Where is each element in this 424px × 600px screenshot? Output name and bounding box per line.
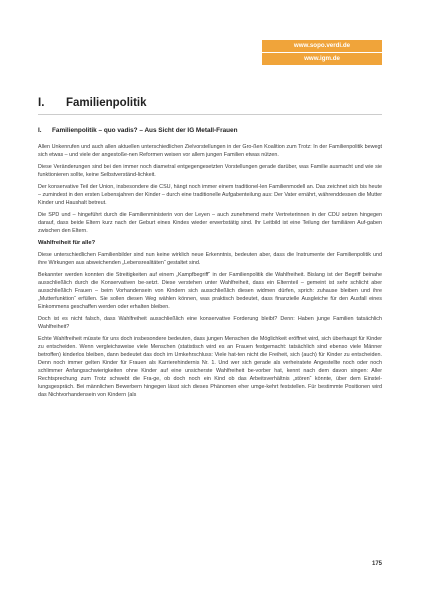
paragraph: Diese unterschiedlichen Familienbilder sind nun keine wirklich neue Erkenntnis, bedeuten aber, dass die Instrumente der Familienpolitik und ihre Wirkungen aus abweichenden „Lebensrealitäten“ gestaltet sind.: [38, 252, 382, 266]
paragraph: Doch ist es nicht falsch, dass Wahlfreiheit ausschließlich eine konservative Forderung bleibt? Denn: Haben junge Familien tatsächlich Wahlfreiheit?: [38, 316, 382, 330]
page-number: 175: [371, 561, 382, 567]
section-divider: [38, 114, 382, 115]
paragraph: Die SPD und – hingeführt durch die Familienministerin von der Leyen – auch zunehmend mehr Vertreterinnen in der CDU setzen hingegen darauf, dass beide Eltern kurz nach der Geburt eines Kindes wieder erwerbstätig sind. Ihr Leitbild ist eine Teilung der familiären Auf-gaben zwischen den Eltern.: [38, 212, 382, 234]
paragraph-heading: Wahlfreiheit für alle?: [38, 240, 96, 246]
url-bar-sopo[interactable]: www.sopo.verdi.de: [262, 40, 382, 52]
subsection-heading: [38, 127, 237, 134]
paragraph: Der konservative Teil der Union, insbesondere die CSU, hängt noch immer einem traditionel-len Familienmodell an. Das zeichnet sich bis heute – zumindest in den ersten Lebensjahren der Kinder – durch eine traditionelle Aufgabenteilung aus: Der Vater ernährt, währenddessen die Mutter Kinder und Haushalt betreut.: [38, 184, 382, 206]
subsection-title: Familienpolitik – quo vadis? – Aus Sicht der IG Metall-Frauen: [52, 127, 238, 134]
paragraph: Echte Wahlfreiheit müsste für uns doch insbesondere bedeuten, dass jungen Menschen die Möglichkeit eröffnet wird, sich überhaupt für Kinder zu entscheiden. Wenn vergleichsweise viele Menschen (statistisch wird es an Frauen festgemacht: tatsächlich sind ebenso viele Männer betroffen) kinderlos bleiben, dann bedeutet das doch im Umkehrschluss: Viele hat-ten nicht die Freiheit, sich (auch) für Kinder zu entscheiden. Denn noch immer gelten Kinder für Frauen als Karrierehindernis Nr. 1. Und wer sich gerade als verheiratete Angestellte noch oder noch schlimmer Anfangsschwierigkeiten ohne Kinder auf eine unsicherste Wahlfreiheit be-vorber hat, kennt nach dem davon singen: Aller Rechtsprechung zum Trotz schwebt die Fra-ge, ob doch noch ein Kind ob das Arbeitsverhältnis „stören“ könnte, über dem Einstel-lungsgespräch. Bei männlichen Bewerbern hingegen lässt sich dieses Phänomen eher umge-kehrt feststellen. Für bestimmte Positionen wird das Nichtvorhandensein von Kindern (als: [38, 336, 382, 398]
subsection-number: I.: [38, 127, 42, 134]
paragraph: Bekannter werden konnten die Streitigkeiten auf einem „Kampfbegriff“ in der Familienpolitik die Wahlfreiheit. Bislang ist der Begriff beinahe ausschließlich durch die Konservativen be-setzt. Diese verstehen unter Wahlfreiheit, dass ein Elternteil – gemeint ist sehr schlicht aber ausschließlich Frauen – beim Vorhandensein von Kindern sich ausschließlich diesen widmen dürfen, sprich: zuhause bleiben und ihre „Mutterfunktion“ erfüllen. Sie sollen diesen Weg wählen können, was praktisch bedeutet, dass finanzielle Ausgleiche für den Ausfall eines Einkommens geschaffen werden oder erhalten bleiben.: [38, 272, 382, 310]
url-bar-igm[interactable]: www.igm.de: [262, 53, 382, 65]
paragraph: Allen Unkenrufen und auch allen aktuellen unterschiedlichen Zielvorstellungen in der Gro-ßen Koalition zum Trotz: In der Familienpolitik bewegt sich etwas – und viele der angestoße-nen Reformen weisen vor allem jungen Familien etwas nützen.: [38, 144, 382, 158]
section-title: Familienpolitik: [66, 97, 147, 109]
body-text: [38, 143, 382, 403]
section-heading: [38, 97, 147, 109]
section-number: I.: [38, 97, 45, 109]
paragraph: Diese Veränderungen sind bei den immer noch diametral entgegengesetzten Vorstellungen gerade darüber, was Familie ausmacht und wie sie funktionieren sollte, keine Selbstverständ-lichkeit.: [38, 164, 382, 178]
